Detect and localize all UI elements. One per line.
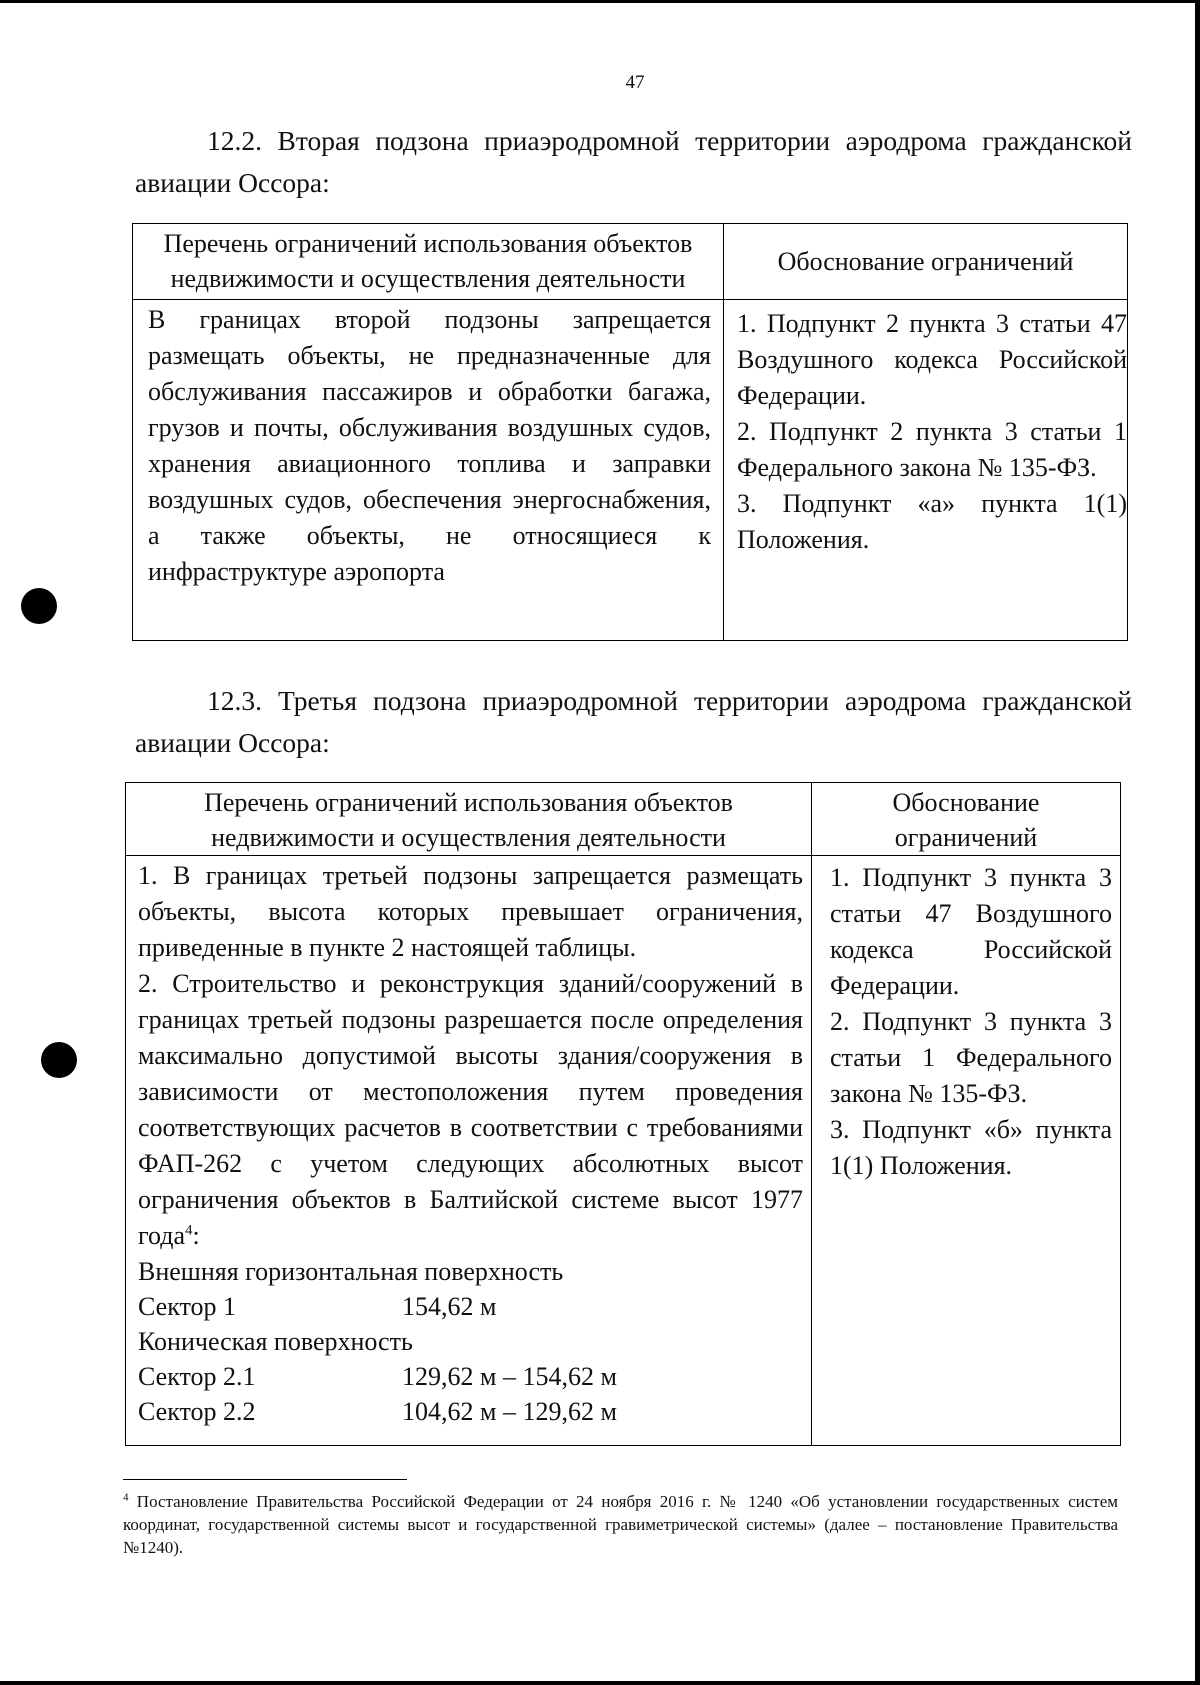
restriction-item-2 xyxy=(138,966,803,1254)
table-header-row xyxy=(133,224,1128,300)
basis-item: 3. Подпункт «б» пункта 1(1) Положения. xyxy=(830,1115,1112,1180)
restriction-text xyxy=(133,300,724,641)
page-number: 47 xyxy=(625,72,645,93)
footnote-reference[interactable]: 4 xyxy=(185,1222,193,1239)
column-header-basis: Обоснование ограничений xyxy=(724,224,1128,300)
restriction-item-1: 1. В границах третьей подзоны запрещается размещать объекты, высота которых превышает ограничения, приведенные в пункте 2 настоящей таблицы. xyxy=(138,861,803,962)
surface-label-horizontal xyxy=(138,1254,803,1289)
sector-label: Сектор 2.2 xyxy=(138,1397,256,1426)
punch-hole-mark xyxy=(41,1042,77,1078)
table-header-row xyxy=(126,783,1121,856)
sector-altitude: 154,62 м xyxy=(402,1292,497,1321)
restriction-item-2-end: : xyxy=(192,1221,200,1250)
sector-label: Сектор 2.1 xyxy=(138,1362,256,1391)
footnote-text: Постановление Правительства Российской Федерации от 24 ноября 2016 г. № 1240 «Об установлении государственных систем координат, государственной системы высот и государственной гравиметрической системы» (далее – постановление Правительства №1240). xyxy=(123,1492,1119,1557)
third-subzone-table xyxy=(125,782,1121,1446)
sector-row xyxy=(138,1394,803,1429)
sector-row xyxy=(138,1289,803,1324)
footnote xyxy=(123,1490,1118,1559)
surface-label-conical xyxy=(138,1324,803,1359)
surface-name: Внешняя горизонтальная поверхность xyxy=(138,1257,564,1286)
surface-name: Коническая поверхность xyxy=(138,1327,413,1356)
table-row xyxy=(126,856,1121,1446)
restriction-paragraph: В границах второй подзоны запрещается размещать объекты, не предназначенные для обслуживания пассажиров и обработки багажа, грузов и почты, обслуживания воздушных судов, хранения авиационного топлива и заправки воздушных судов, обеспечения энергоснабжения, а также объекты, не относящиеся к инфраструктуре аэропорта xyxy=(148,305,711,586)
basis-cell xyxy=(724,300,1128,641)
basis-item: 1. Подпункт 2 пункта 3 статьи 47 Воздушного кодекса Российской Федерации. xyxy=(737,309,1127,410)
sector-label: Сектор 1 xyxy=(138,1292,237,1321)
sector-row xyxy=(138,1359,803,1394)
punch-hole-mark xyxy=(21,588,57,624)
second-subzone-table xyxy=(132,223,1128,641)
sector-altitude: 129,62 м – 154,62 м xyxy=(402,1362,617,1391)
footnote-separator xyxy=(123,1479,407,1480)
column-header-restrictions: Перечень ограничений использования объектов недвижимости и осуществления деятельности xyxy=(126,783,812,856)
restriction-item-2-text: 2. Строительство и реконструкция зданий/сооружений в границах третьей подзоны разрешается после определения максимально допустимой высоты здания/сооружения в зависимости от местоположения путем проведения соответствующих расчетов в соответствии с требованиями ФАП-262 с учетом следующих абсолютных высот ограничения объектов в Балтийской системе высот 1977 года xyxy=(138,969,803,1250)
basis-item: 2. Подпункт 2 пункта 3 статьи 1 Федерального закона № 135-ФЗ. xyxy=(737,417,1127,482)
sector-altitude: 104,62 м – 129,62 м xyxy=(402,1397,617,1426)
basis-item: 2. Подпункт 3 пункта 3 статьи 1 Федерального закона № 135-ФЗ. xyxy=(830,1007,1112,1108)
column-header-basis: Обоснование ограничений xyxy=(812,783,1121,856)
basis-item: 1. Подпункт 3 пункта 3 статьи 47 Воздушного кодекса Российской Федерации. xyxy=(830,863,1112,1000)
section-heading-12-3: 12.3. Третья подзона приаэродромной территории аэродрома гражданской авиации Оссора: xyxy=(135,685,1132,758)
footnote-marker: 4 xyxy=(123,1491,129,1504)
column-header-restrictions: Перечень ограничений использования объектов недвижимости и осуществления деятельности xyxy=(133,224,724,300)
basis-cell xyxy=(812,856,1121,1446)
section-heading-12-2: 12.2. Вторая подзона приаэродромной территории аэродрома гражданской авиации Оссора: xyxy=(135,125,1132,198)
table-row xyxy=(133,300,1128,641)
restriction-cell xyxy=(126,856,812,1446)
basis-item: 3. Подпункт «а» пункта 1(1) Положения. xyxy=(737,489,1127,554)
